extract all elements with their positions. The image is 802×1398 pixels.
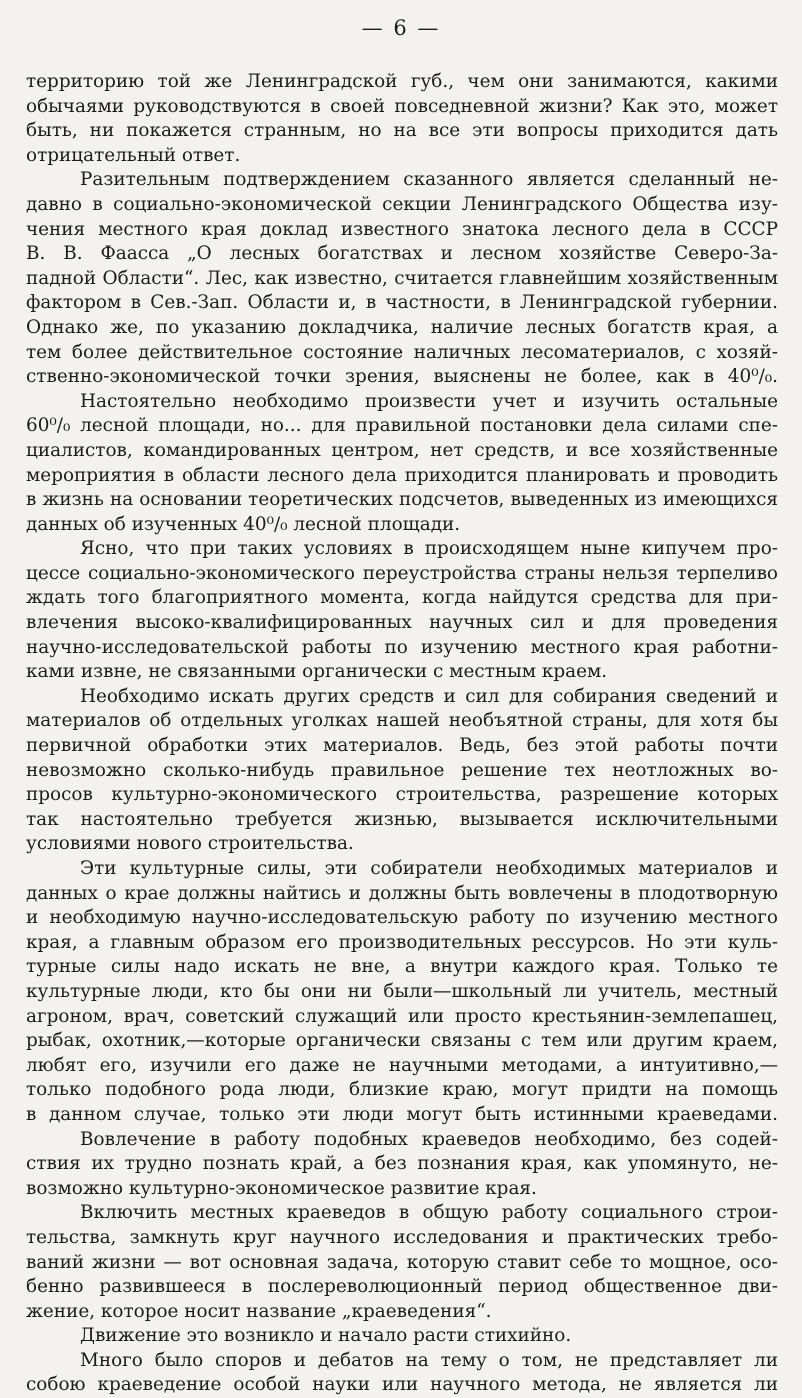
text-line: так настоятельно требуется жизнью, вызывается исключительными — [26, 808, 778, 830]
text-line: тем более действительное состояние наличных лесоматериалов, с хозяй- — [26, 341, 778, 363]
text-line: только подобного рода люди, близкие краю, могут придти на помощь — [26, 1079, 778, 1101]
text-line: Ясно, что при таких условиях в происходящем ныне кипучем про- — [80, 538, 778, 560]
text-line: условиями нового строительства. — [26, 833, 354, 855]
text-line: отрицательный ответ. — [26, 144, 241, 166]
text-line: Эти культурные силы, эти собиратели необходимых материалов и — [80, 858, 778, 879]
text-line: Однако же, по указанию докладчика, наличие лесных богатств края, а — [26, 316, 778, 338]
text-line: в жизнь на основании теоретических подсчетов, выведенных из имеющихся — [26, 489, 778, 511]
text-line: данных об изученных 40⁰/₀ лесной площади. — [26, 513, 461, 535]
text-line: собою краеведение особой науки или научного метода, не является ли — [26, 1374, 778, 1396]
text-line: возможно культурно-экономическое развитие края. — [26, 1177, 537, 1199]
text-line: быть, ни покажется странным, но на все эти вопросы приходится дать — [26, 120, 778, 142]
text-line: циалистов, командированных центром, нет средств, и все хозяйственные — [26, 439, 778, 461]
text-line: Разительным подтверждением сказанного является сделанный не- — [80, 169, 778, 191]
text-line: научно-исследовательской работы по изучению местного края работни- — [26, 636, 778, 658]
text-line: ждать того благоприятного момента, когда найдутся средства для при- — [26, 587, 778, 609]
text-line: данных о крае должны найтись и должны быть вовлечены в плодотворную — [26, 882, 778, 904]
text-line: цессе социально-экономического переустройства страны нельзя терпеливо — [26, 562, 778, 584]
text-line: культурные люди, кто бы они ни были—школьный ли учитель, местный — [26, 980, 778, 1002]
text-line: территорию той же Ленинградской губ., чем они занимаются, какими — [26, 71, 778, 92]
text-line: обычаями руководствуются в своей повседневной жизни? Как это, может — [26, 95, 778, 117]
text-line: материалов об отдельных уголках нашей необъятной страны, для хотя бы — [26, 710, 778, 732]
text-line: чения местного края доклад известного знатока лесного дела в СССР — [26, 218, 778, 240]
text-line: давно в социально-экономической секции Ленинградского Общества изу- — [26, 193, 778, 215]
text-line: первичной обработки этих материалов. Ведь, без этой работы почти — [26, 735, 778, 757]
text-line: любят его, изучили его даже не научными методами, а интуитивно,— — [26, 1054, 778, 1076]
text-line: ками извне, не связанными органически с местным краем. — [26, 661, 608, 683]
text-line: влечения высоко-квалифицированных научных сил и для проведения — [26, 612, 778, 634]
text-line: турные силы надо искать не вне, а внутри каждого края. Только те — [26, 956, 778, 978]
text-line: фактором в Сев.-Зап. Области и, в частности, в Ленинградской губернии. — [26, 292, 778, 314]
text-line: Необходимо искать других средств и сил для собирания сведений и — [80, 685, 778, 707]
text-line: рыбак, охотник,—которые органически связаны с тем или другим краем, — [26, 1030, 778, 1052]
text-line: бенно развившееся в послереволюционный период общественное дви- — [26, 1276, 778, 1298]
text-line: Включить местных краеведов в общую работу социального строи- — [80, 1202, 778, 1224]
text-line: края, а главным образом его производительных рессурсов. Но эти куль- — [26, 931, 778, 953]
text-line: в данном случае, только эти люди могут быть истинными краеведами. — [26, 1103, 778, 1125]
text-line: 60⁰/₀ лесной площади, но... для правильной постановки дела силами спе- — [26, 415, 778, 437]
text-line: Настоятельно необходимо произвести учет и изучить остальные — [80, 390, 778, 412]
text-line: ваний жизни — вот основная задача, которую ставит себе то мощное, осо- — [26, 1251, 778, 1273]
text-line: падной Области“. Лес, как известно, считается главнейшим хозяйственным — [26, 267, 778, 289]
text-line: просов культурно-экономического строительства, разрешение которых — [26, 784, 778, 806]
page-number: — 6 — — [361, 16, 441, 40]
page-body — [26, 70, 778, 1398]
text-line: ственно-экономической точки зрения, выяснены не более, как в 40⁰/₀. — [26, 366, 778, 388]
text-line: ствия их трудно познать край, а без познания края, как упомянуто, не- — [26, 1153, 778, 1175]
text-line: мероприятия в области лесного дела приходится планировать и проводить — [26, 464, 778, 486]
text-line: В. В. Фаасса „О лесных богатствах и лесном хозяйстве Северо-За- — [26, 243, 778, 265]
text-line: и необходимую научно-исследовательскую работу по изучению местного — [26, 907, 778, 929]
text-line: Движение это возникло и начало расти стихийно. — [80, 1325, 572, 1347]
text-line: тельства, замкнуть круг научного исследования и практических требо- — [26, 1226, 778, 1248]
text-line: агроном, врач, советский служащий или просто крестьянин-землепашец, — [26, 1005, 778, 1027]
text-line: невозможно сколько-нибудь правильное решение тех неотложных во- — [26, 759, 778, 781]
text-line: Вовлечение в работу подобных краеведов необходимо, без содей- — [80, 1128, 778, 1150]
text-line: жение, которое носит название „краеведения“. — [26, 1300, 492, 1322]
text-line: Много было споров и дебатов на тему о том, не представляет ли — [80, 1349, 778, 1371]
